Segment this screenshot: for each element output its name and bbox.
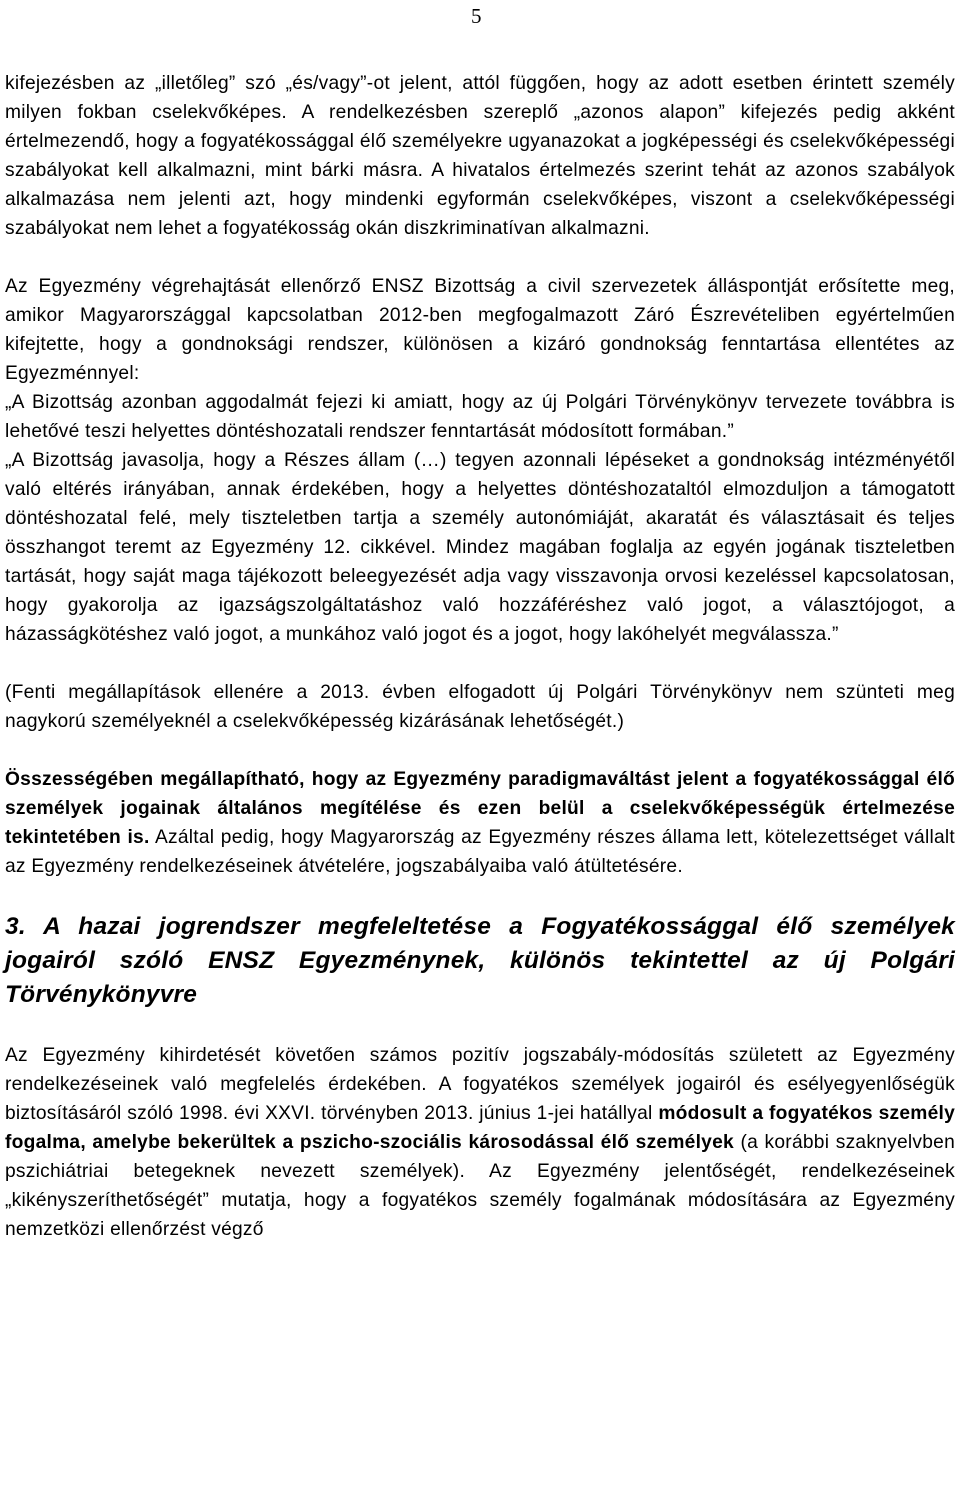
section-heading: 3. A hazai jogrendszer megfeleltetése a Fogyatékossággal élő személyek jogairól szóló ENSZ Egyezménynek, különös tekintettel az új Polgári Törvénykönyvre bbox=[5, 913, 955, 1008]
quote-committee-concern: „A Bizottság azonban aggodalmát fejezi ki amiatt, hogy az új Polgári Törvénykönyv tervezete továbbra is lehetővé teszi helyettes döntéshozatali rendszer fenntartását módosított formában.” bbox=[5, 392, 955, 442]
page-number: 5 bbox=[471, 4, 482, 28]
paragraph-spacer bbox=[5, 649, 955, 678]
quote-committee-recommendation: „A Bizottság javasolja, hogy a Részes állam (…) tegyen azonnali lépéseket a gondnokság intézményétől való eltérés irányában, annak érdekében, hogy a helyettes döntéshozataltól elmozduljon a támogatott döntéshozatal felé, mely tiszteletben tartja a személy autonómiáját, akaratát és választásait és teljes összhangot teremt az Egyezmény 12. cikkével. Mindez magában foglalja az egyén jogának tiszteletben tartását, hogy saját maga tájékozott beleegyezését adja vagy visszavonja orvosi kezeléssel kapcsolatosan, hogy gyakorolja az igazságszolgáltatáshoz való hozzáféréshez való jogot, a választójogot, a házasságkötéshez való jogot, a munkához való jogot és a jogot, hogy lakóhelyét megválassza.” bbox=[5, 450, 955, 645]
summary-emphasis: Összességében megállapítható, hogy az Egyezmény paradigmaváltást jelent a fogyatékossággal élő személyek jogainak általános megítélése és ezen belül a cselekvőképességük értelmezése tekintetében is. bbox=[5, 769, 955, 848]
section-spacer bbox=[5, 881, 955, 910]
summary-continuation: Azáltal pedig, hogy Magyarország az Egyezmény részes állama lett, kötelezettséget vállalt az Egyezmény rendelkezéseinek átvételére, jogszabályaiba való átültetésére. bbox=[5, 827, 955, 877]
paragraph-legal-capacity-interpretation: kifejezésben az „illetőleg” szó „és/vagy”-ot jelent, attól függően, hogy az adott esetben érintett személy milyen fokban cselekvőképes. A rendelkezésben szereplő „azonos alapon” kifejezés pedig akként értelmezendő, hogy a fogyatékossággal élő személyekre ugyanazokat a jogképességi és cselekvőképességi szabályokat kell alkalmazni, mint bárki másra. A hivatalos értelmezés szerint tehát az azonos szabályok alkalmazása nem jelenti azt, hogy mindenki egyformán cselekvőképes, viszont a cselekvőképességi szabályokat nem lehet a fogyatékosság okán diszkriminatívan alkalmazni. bbox=[5, 73, 955, 239]
paragraph-un-committee-position: Az Egyezmény végrehajtását ellenőrző ENSZ Bizottság a civil szervezetek álláspontját erősítette meg, amikor Magyarországgal kapcsolatban 2012-ben megfogalmazott Záró Észrevételiben egyértelműen kifejtette, hogy a gondnoksági rendszer, különösen a kizáró gondnokság fenntartása ellentétes az Egyezménnyel: bbox=[5, 276, 955, 384]
paragraph-legislative-amendments bbox=[5, 1041, 955, 1244]
paragraph-spacer bbox=[5, 736, 955, 765]
paragraph-spacer bbox=[5, 243, 955, 272]
document-body bbox=[5, 69, 955, 1244]
section-spacer bbox=[5, 1012, 955, 1041]
amendments-continuation: (a korábbi szaknyelvben pszichiátriai betegeknek nevezett személyek). Az Egyezmény jelentőségét, rendelkezéseinek „kikényszeríthetőségét” mutatja, hogy a fogyatékos személy fogalmának módosítására az Egyezmény nemzetközi ellenőrzést végző bbox=[5, 1132, 955, 1240]
paragraph-summary bbox=[5, 765, 955, 881]
amendments-emphasis: módosult a fogyatékos személy fogalma, amelybe bekerültek a pszicho-szociális károsodással élő személyek bbox=[5, 1103, 955, 1153]
paragraph-civil-code-note: (Fenti megállapítások ellenére a 2013. évben elfogadott új Polgári Törvénykönyv nem szünteti meg nagykorú személyeknél a cselekvőképesség kizárásának lehetőségét.) bbox=[5, 682, 955, 732]
amendments-intro: Az Egyezmény kihirdetését követően számos pozitív jogszabály-módosítás született az Egyezmény rendelkezéseinek való megfelelés érdekében. A fogyatékos személyek jogairól és esélyegyenlőségük biztosításáról szóló 1998. évi XXVI. törvényben 2013. június 1-jei hatállyal bbox=[5, 1045, 955, 1124]
